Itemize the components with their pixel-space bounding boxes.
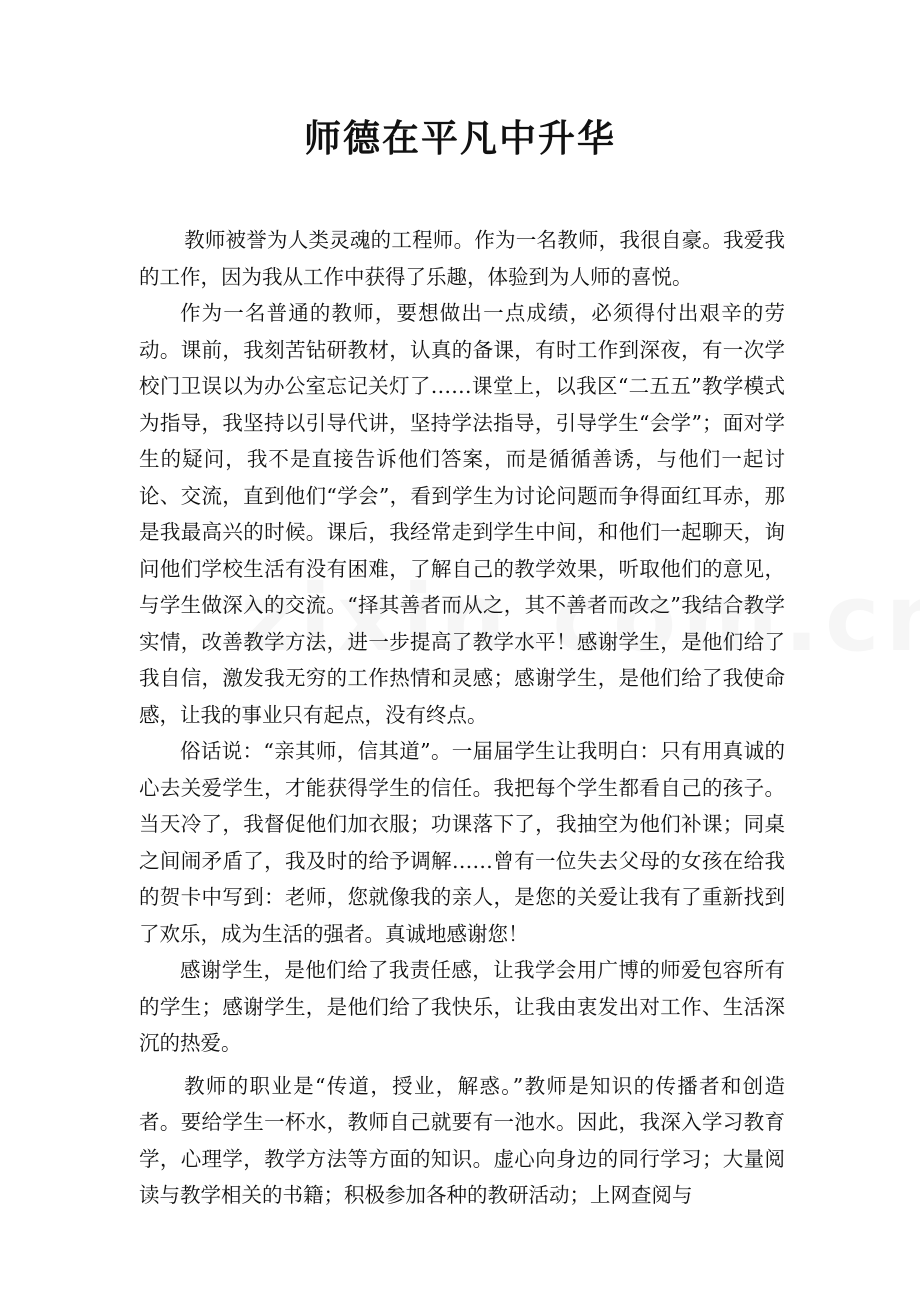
document-title: 师德在平凡中升华 (304, 117, 616, 160)
paragraph-4: 感谢学生，是他们给了我责任感，让我学会用广博的师爱包容所有的学生；感谢学生，是他们给了我快乐，让我由衷发出对工作、生活深沉的热爱。 (139, 958, 785, 1055)
document-body (139, 222, 785, 1214)
paragraph-2: 作为一名普通的教师，要想做出一点成绩，必须得付出艰辛的劳动。课前，我刻苦钻研教材，认真的备课，有时工作到深夜，有一次学校门卫误以为办公室忘记关灯了……课堂上，以我区“二五五”教学模式为指导，我坚持以引导代讲，坚持学法指导，引导学生“会学”；面对学生的疑问，我不是直接告诉他们答案，而是循循善诱，与他们一起讨论、交流，直到他们“学会”，看到学生为讨论问题而争得面红耳赤，那是我最高兴的时候。课后，我经常走到学生中间，和他们一起聊天，询问他们学校生活有没有困难，了解自己的教学效果，听取他们的意见，与学生做深入的交流。“择其善者而从之，其不善者而改之”我结合教学实情，改善教学方法，进一步提高了教学水平！感谢学生，是他们给了我自信，激发我无穷的工作热情和灵感；感谢学生，是他们给了我使命感，让我的事业只有起点，没有终点。 (139, 301, 785, 727)
paragraph-3: 俗话说：“亲其师，信其道”。一届届学生让我明白：只有用真诚的心去关爱学生，才能获得学生的信任。我把每个学生都看自己的孩子。当天冷了，我督促他们加衣服；功课落下了，我抽空为他们补课；同桌之间闹矛盾了，我及时的给予调解……曾有一位失去父母的女孩在给我的贺卡中写到：老师，您就像我的亲人，是您的关爱让我有了重新找到了欢乐，成为生活的强者。真诚地感谢您！ (139, 739, 785, 946)
paragraph-5: 教师的职业是“传道，授业，解惑。”教师是知识的传播者和创造者。要给学生一杯水，教师自己就要有一池水。因此，我深入学习教育学，心理学，教学方法等方面的知识。虚心向身边的同行学习；大量阅读与教学相关的书籍；积极参加各种的教研活动；上网查阅与 (139, 1073, 785, 1207)
paragraph-1: 教师被誉为人类灵魂的工程师。作为一名教师，我很自豪。我爱我的工作，因为我从工作中获得了乐趣，体验到为人师的喜悦。 (139, 228, 785, 289)
